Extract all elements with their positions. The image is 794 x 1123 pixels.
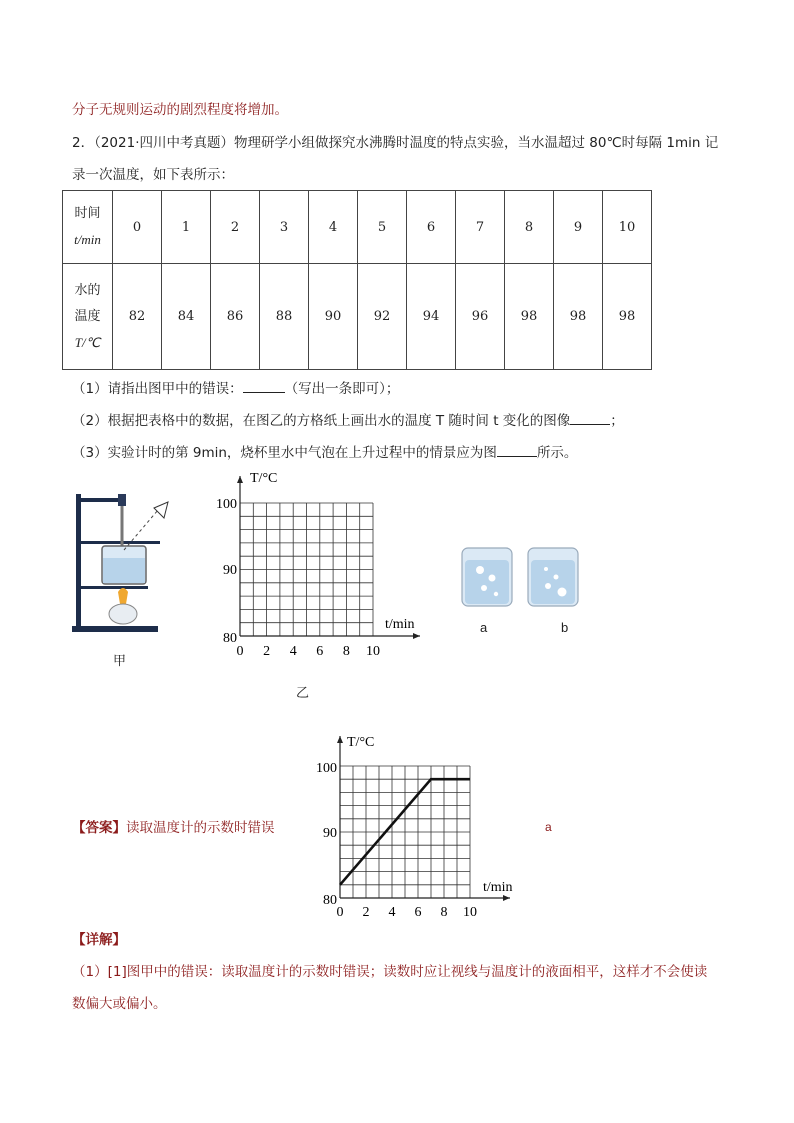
table-cell: 94 — [407, 264, 456, 370]
detail-label: 【详解】 — [72, 932, 126, 948]
x-axis-arrow — [503, 895, 510, 901]
stand-base — [72, 626, 158, 632]
bubble — [481, 585, 487, 591]
question-line-1: 2．（2021·四川中考真题）物理研学小组做探究水沸腾时温度的特点实验，当水温超过 80℃时每隔 1min 记 — [72, 135, 719, 151]
answer-choice: a — [545, 820, 552, 834]
stand-arm-top — [78, 498, 124, 502]
y-axis-arrow — [237, 476, 243, 483]
beaker-label-b: b — [561, 620, 569, 635]
q2-text-a: （2）根据把表格中的数据，在图乙的方格纸上画出水的温度 T 随时间 t 变化的图像 — [72, 413, 571, 429]
answer-blank — [570, 410, 610, 425]
x-tick-label: 0 — [236, 644, 244, 659]
answer-line — [72, 818, 275, 838]
subquestion-1 — [72, 378, 399, 399]
y-tick-label: 90 — [323, 826, 337, 841]
x-tick-label: 6 — [316, 644, 324, 659]
header-time-line1: 时间 — [74, 206, 101, 221]
table-cell: 7 — [456, 191, 505, 264]
x-tick-label: 0 — [336, 905, 344, 920]
table-cell: 86 — [211, 264, 260, 370]
x-tick-label: 10 — [366, 644, 380, 659]
x-tick-label: 2 — [362, 905, 370, 920]
y-axis-label: T/°C — [347, 735, 375, 750]
beaker-label-a: a — [480, 620, 488, 635]
y-tick-label: 90 — [223, 563, 237, 578]
y-tick-label: 100 — [316, 761, 337, 776]
figure-label-yi: 乙 — [296, 686, 310, 701]
alcohol-lamp — [109, 604, 137, 624]
answer-blank — [243, 378, 285, 393]
table-cell: 6 — [407, 191, 456, 264]
q1-text-a: （1）请指出图甲中的错误： — [72, 381, 243, 397]
y-axis-arrow — [337, 736, 343, 743]
table-cell: 82 — [113, 264, 162, 370]
beakers-figure — [458, 544, 582, 610]
table-cell: 98 — [554, 264, 603, 370]
answer-chart — [305, 726, 530, 921]
x-tick-label: 6 — [414, 905, 422, 920]
subquestion-3 — [72, 442, 577, 463]
bubble — [558, 588, 567, 597]
intro-line: 分子无规则运动的剧烈程度将增加。 — [72, 102, 288, 118]
q3-text-a: （3）实验计时的第 9min，烧杯里水中气泡在上升过程中的情景应为图 — [72, 445, 497, 461]
beaker-a — [462, 548, 512, 606]
empty-grid-chart — [205, 466, 435, 661]
table-cell: 98 — [505, 264, 554, 370]
x-tick-label: 4 — [388, 905, 396, 920]
beaker-b — [528, 548, 578, 606]
y-axis-label: T/°C — [250, 471, 278, 486]
x-tick-label: 2 — [263, 644, 271, 659]
table-cell: 2 — [211, 191, 260, 264]
table-cell: 8 — [505, 191, 554, 264]
table-cell: 10 — [603, 191, 652, 264]
table-cell: 5 — [358, 191, 407, 264]
answer-text: 读取温度计的示数时错误 — [126, 820, 275, 836]
x-tick-label: 4 — [289, 644, 297, 659]
stand-arm-mid — [78, 541, 160, 544]
bubble — [476, 566, 484, 574]
detail-line-1: （1）[1]图甲中的错误：读取温度计的示数时错误；读数时应让视线与温度计的液面相平，这样才不会使读 — [72, 964, 708, 980]
table-cell: 96 — [456, 264, 505, 370]
table-cell: 92 — [358, 264, 407, 370]
y-tick-label: 80 — [223, 631, 237, 646]
x-axis-label: t/min — [483, 880, 513, 895]
table-cell: 98 — [603, 264, 652, 370]
answer-label: 【答案】 — [72, 820, 126, 836]
table-cell: 0 — [113, 191, 162, 264]
detail-line-2: 数偏大或偏小。 — [72, 996, 167, 1012]
x-axis-arrow — [413, 633, 420, 639]
flame — [118, 588, 128, 604]
header-time-line2: t/min — [74, 232, 101, 247]
table-cell: 84 — [162, 264, 211, 370]
clamp — [118, 494, 126, 506]
table-cell: 90 — [309, 264, 358, 370]
header-temp-line3: T/℃ — [74, 334, 101, 350]
table-cell: 88 — [260, 264, 309, 370]
figure-label-jia: 甲 — [113, 654, 127, 669]
bubble — [544, 567, 548, 571]
table-cell: 4 — [309, 191, 358, 264]
x-tick-label: 10 — [463, 905, 477, 920]
x-tick-label: 8 — [342, 644, 350, 659]
y-tick-label: 100 — [216, 497, 237, 512]
table-row-temp — [63, 264, 652, 370]
table-cell: 1 — [162, 191, 211, 264]
bubble — [554, 575, 559, 580]
table-cell: 9 — [554, 191, 603, 264]
table-header-time — [63, 191, 113, 264]
q3-text-b: 所示。 — [536, 445, 578, 461]
q2-text-b: ； — [610, 413, 624, 429]
x-axis-label: t/min — [385, 617, 415, 632]
eye-icon — [154, 502, 168, 518]
table-cell: 3 — [260, 191, 309, 264]
stand-arm-low — [78, 586, 148, 589]
header-temp-line2: 温度 — [74, 308, 101, 324]
bubble — [489, 575, 496, 582]
bubble — [494, 592, 498, 596]
header-temp-line1: 水的 — [74, 282, 101, 298]
table-header-temp — [63, 264, 113, 370]
table-row-time — [63, 191, 652, 264]
y-tick-label: 80 — [323, 893, 337, 908]
x-tick-label: 8 — [440, 905, 448, 920]
water — [103, 558, 145, 583]
answer-blank — [497, 442, 537, 457]
bubble — [545, 583, 551, 589]
stand-pole — [76, 494, 81, 628]
apparatus-figure — [66, 486, 186, 646]
data-table — [62, 190, 652, 370]
q1-text-b: （写出一条即可）； — [284, 381, 400, 397]
subquestion-2 — [72, 410, 624, 431]
question-line-2: 录一次温度，如下表所示： — [72, 167, 234, 183]
